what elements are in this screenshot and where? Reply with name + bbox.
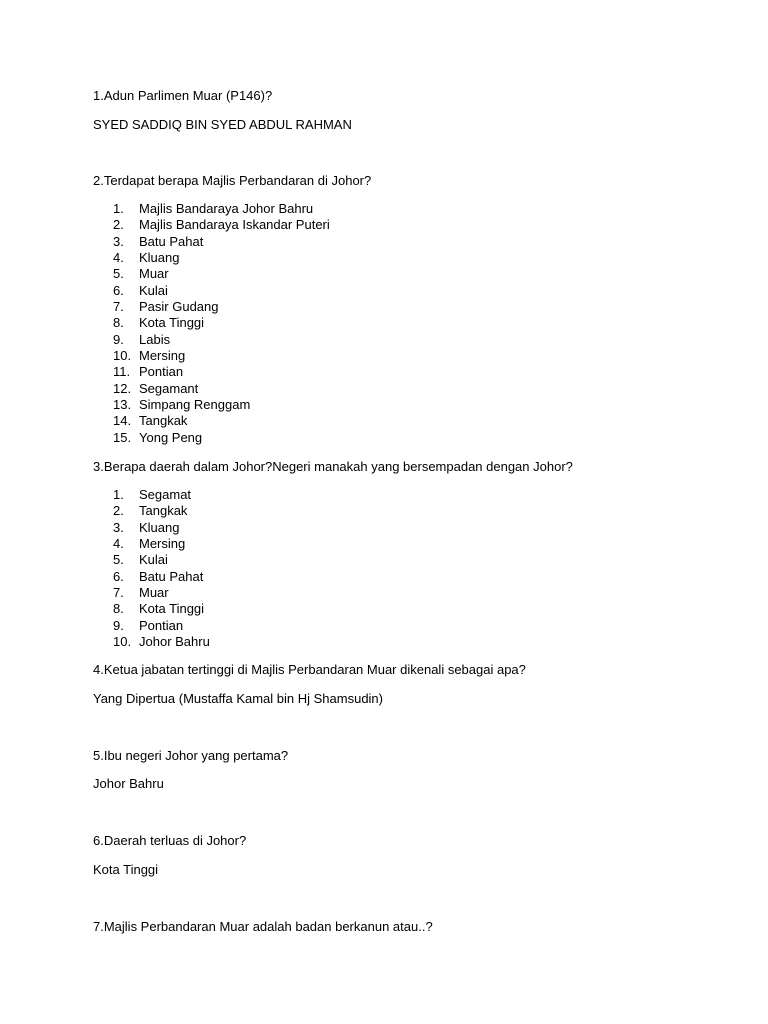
answer-5: Johor Bahru [93,776,164,791]
question-2: 2.Terdapat berapa Majlis Perbandaran di Johor? [93,173,372,188]
list-item: 14. Tangkak [113,413,188,429]
question-6: 6.Daerah terluas di Johor? [93,833,247,848]
list-item: 6. Batu Pahat [113,568,204,584]
list-item: 9. Labis [113,331,171,347]
list-item: 10. Johor Bahru [113,634,210,650]
list-item: 4. Mersing [113,536,186,552]
list-item: 8. Kota Tinggi [113,315,205,331]
list-item: 5. Muar [113,266,169,282]
list-item: 2. Majlis Bandaraya Iskandar Puteri [113,217,330,233]
question-5: 5.Ibu negeri Johor yang pertama? [93,748,289,763]
question-4: 4.Ketua jabatan tertinggi di Majlis Perbandaran Muar dikenali sebagai apa? [93,662,526,677]
list-item: 13. Simpang Renggam [113,397,251,413]
answer-1: SYED SADDIQ BIN SYED ABDUL RAHMAN [93,117,352,132]
list-item: 10. Mersing [113,348,186,364]
list-item: 3. Batu Pahat [113,233,204,249]
list-item: 11. Pontian [113,364,184,380]
list-item: 7. Muar [113,585,169,601]
question-3: 3.Berapa daerah dalam Johor?Negeri manakah yang bersempadan dengan Johor? [93,459,573,474]
list-item: 3. Kluang [113,519,180,535]
numbered-list-daerah [113,487,210,650]
list-item: 1. Majlis Bandaraya Johor Bahru [113,201,314,216]
question-7: 7.Majlis Perbandaran Muar adalah badan berkanun atau..? [93,919,433,934]
list-item: 5. Kulai [113,552,168,568]
list-item: 7. Pasir Gudang [113,299,219,315]
list-item: 15. Yong Peng [113,429,203,445]
list-item: 1. Segamat [113,487,192,502]
numbered-list-majlis [113,201,330,446]
list-item: 8. Kota Tinggi [113,601,205,617]
list-item: 6. Kulai [113,282,168,298]
question-1: 1.Adun Parlimen Muar (P146)? [93,88,273,103]
list-item: 9. Pontian [113,617,184,633]
list-item: 2. Tangkak [113,503,188,519]
list-item: 12. Segamant [113,380,199,396]
list-item: 4. Kluang [113,250,180,266]
answer-6: Kota Tinggi [93,862,159,877]
answer-4: Yang Dipertua (Mustaffa Kamal bin Hj Shamsudin) [93,691,383,706]
